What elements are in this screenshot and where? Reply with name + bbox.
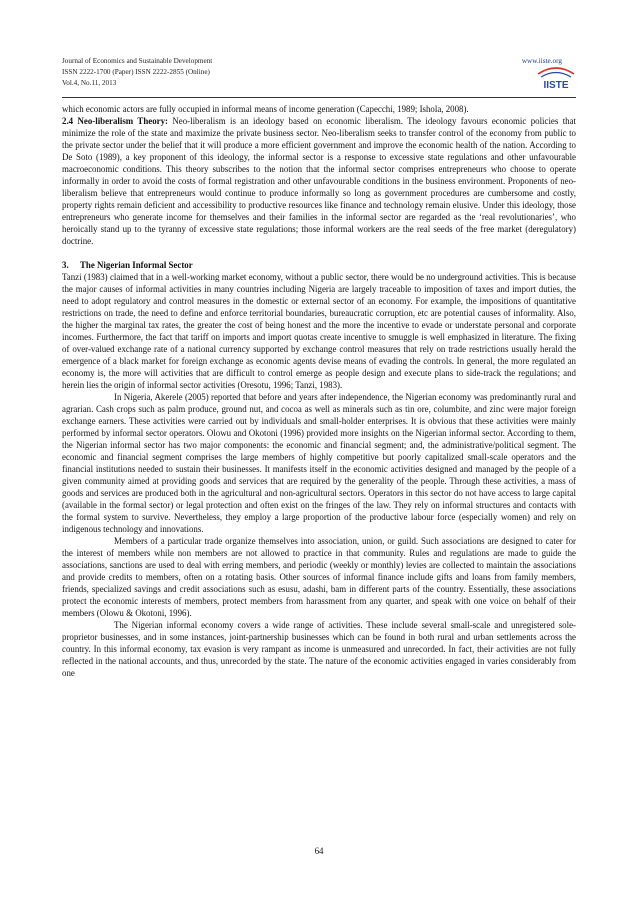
- section-heading-nigerian-informal-sector: [62, 259, 576, 271]
- section-number: 3.: [62, 260, 69, 270]
- journal-issn: ISSN 2222-1700 (Paper) ISSN 2222-2855 (Online): [62, 68, 210, 76]
- paragraph-continued: which economic actors are fully occupied in informal means of income generation (Capecchi, 1989; Ishola, 2008).: [62, 104, 469, 114]
- header-divider: [62, 97, 576, 98]
- paragraph-informal-economy: The Nigerian informal economy covers a wide range of activities. These include several small-scale and unregistered sole-proprietor businesses, and in some instances, joint-partnership businesses which can be found in both rural and urban settlements across the country. In this informal economy, tax evasion is very rampant as income is unmeasured and unrecorded. In fact, their activities are not fully reflected in the national accounts, and thus, unrecorded by the state. The nature of the economic activities engaged in varies considerably from one: [62, 620, 576, 678]
- subsection-heading-neoliberalism: 2.4 Neo-liberalism Theory:: [62, 116, 168, 126]
- article-body: [62, 103, 576, 679]
- journal-url-link[interactable]: www.iiste.org: [521, 57, 562, 65]
- page-number: 64: [314, 846, 324, 856]
- section-title: The Nigerian Informal Sector: [80, 260, 193, 270]
- iiste-logo-icon: [536, 66, 576, 92]
- paragraph-associations: Members of a particular trade organize themselves into association, union, or guild. Such associations are designed to cater for the interest of members while non members are not allowed to practice in that community. Rules and regulations are made to guide the associations, sanctions are used to deal with erring members, and periodic (weekly or monthly) levies are collected to maintain the associations and provide credits to members, often on a rotating basis. Other sources of informal finance include gifts and loans from family members, friends, specialized savings and credit associations such as esusu, adashi, bam in different parts of the country. Essentially, these associations protect the economic interests of members, protect members from harassment from any quarter, and speak with one voice on behalf of their members (Olowu & Okotoni, 1996).: [62, 536, 576, 618]
- page-header: [62, 56, 576, 94]
- journal-volume: Vol.4, No.11, 2013: [62, 79, 117, 87]
- journal-title: Journal of Economics and Sustainable Development: [62, 57, 213, 65]
- paragraph-tanzi: Tanzi (1983) claimed that in a well-working market economy, without a public sector, there would be no underground activities. This is because the major causes of informal activities in many countries including Nigeria are largely traceable to imposition of taxes and import duties, the need to adopt regulatory and control measures in the domestic or external sector of an economy. For example, the impositions of quantitative restrictions on trade, the need to define and enforce territorial boundaries, bureaucratic corruption, etc are potential causes of informality. Also, the higher the marginal tax rates, the greater the cost of being honest and the more the incentive to evade or understate personal and corporate incomes. Furthermore, the fact that tariff on imports and import quotas create incentive to smuggle is well emphasized in literature. The fixing of over-valued exchange rate of a national currency supported by exchange control measures that rely on trade restrictions usually herald the emergence of a black market for foreign exchange as economic agents devise means of evading the controls. In general, the more regulated an economy is, the more will activities that are difficult to control emerge as people design and execute plans to side-track the regulations; and herein lies the origin of informal sector activities (Oresotu, 1996; Tanzi, 1983).: [62, 272, 576, 390]
- logo-text: IISTE: [543, 80, 569, 91]
- neoliberalism-text: Neo-liberalism is an ideology based on economic liberalism. The ideology favours economic policies that minimize the role of the state and maximize the private business sector. Neo-liberalism seeks to transfer control of the economy from public to the private sector under the belief that it will produce a more efficient government and improve the economic health of the nation. According to De Soto (1989), a key proponent of this ideology, the informal sector is a response to excessive state regulations and other unfavourable macroeconomic conditions. This theory subscribes to the notion that the informal sector comprises entrepreneurs who choose to operate informally in order to avoid the costs of formal registration and other unfavourable conditions in the business environment. Proponents of neo-liberalism believe that entrepreneurs would continue to produce informally so long as government procedures are cumbersome and costly, property rights remain deficient and accessibility to productive resources like finance and technology remain elusive. Under this ideology, those entrepreneurs who generate income for themselves and their families in the informal sector are regarded as the ‘real revolutionaries’, who heroically stand up to the tyranny of excessive state regulations; those informal workers are the real seeds of the free market (deregulatory) doctrine.: [62, 116, 576, 246]
- paragraph-neoliberalism: [62, 115, 576, 247]
- paragraph-akerele: In Nigeria, Akerele (2005) reported that before and years after independence, the Nigerian economy was predominantly rural and agrarian. Cash crops such as palm produce, ground nut, and cocoa as well as minerals such as tin ore, columbite, and zinc were major foreign exchange earners. These activities were carried out by individuals and small-holder enterprises. It is obvious that these activities were mainly performed by informal sector operators. Olowu and Okotoni (1996) provided more insights on the Nigerian informal sector. According to them, the Nigerian informal sector has two major components: the economic and financial segment; and, the administrative/political segment. The economic and financial segment comprises the large members of highly competitive but poorly capitalized small-scale operators and the financial institutions needed to sustain their businesses. It manifests itself in the economic activities designed and managed by the people of a given community aimed at providing goods and services that are required by the generality of the people. Through these activities, a mass of goods and services are produced both in the agricultural and non-agricultural sectors. Operators in this sector do not have access to large capital (available in the formal sector) or legal protection and often exist on the fringes of the law. They rely on informal structures and contacts with the formal system to survive. Nevertheless, they employ a large proportion of the productive labour force (especially women) and rely on indigenous technology and innovations.: [62, 392, 576, 534]
